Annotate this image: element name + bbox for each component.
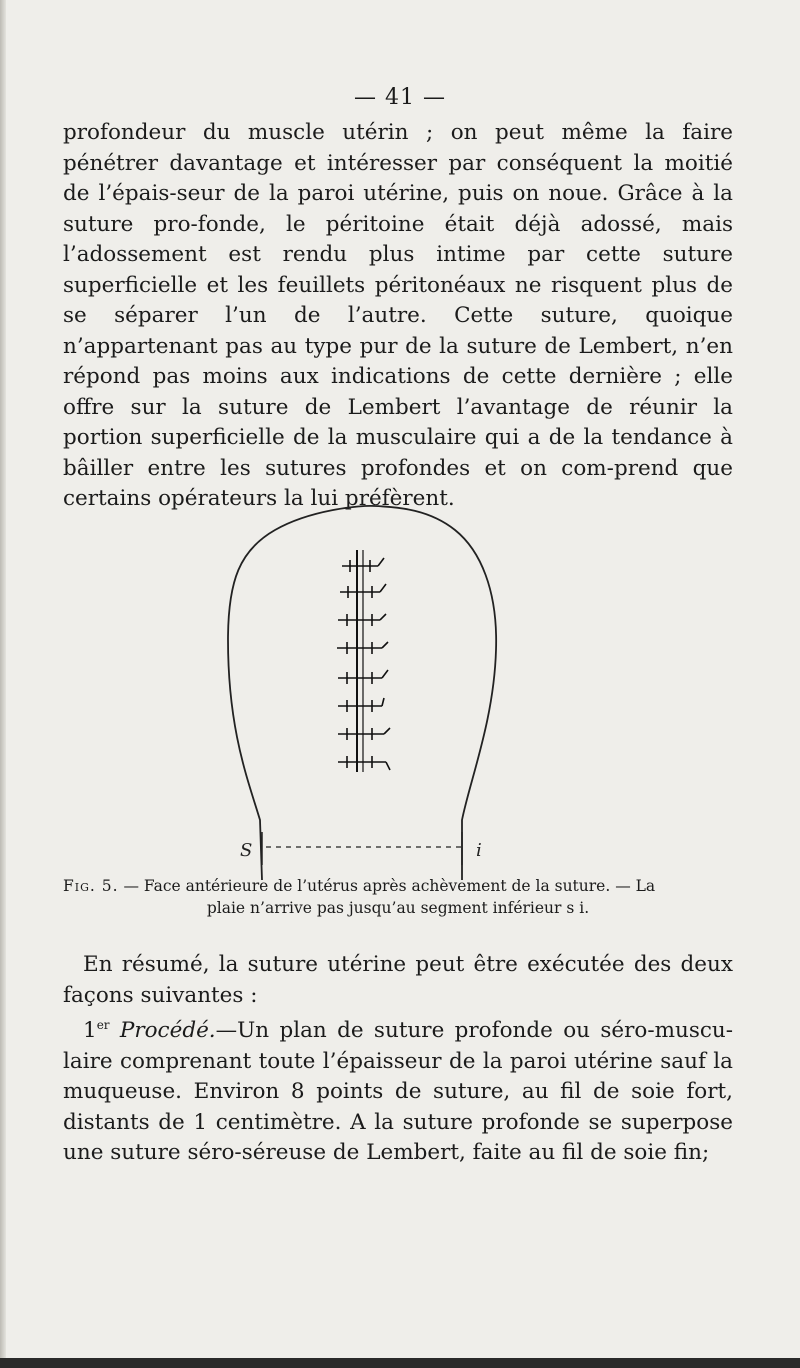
procedure-title: Procédé. [109, 1018, 216, 1044]
procedure-ordinal-sup: er [96, 1018, 110, 1032]
page-number: — 41 — [354, 85, 446, 110]
uterus-outline [228, 506, 496, 880]
procedure-ordinal: 1 [83, 1018, 97, 1044]
suture-6 [338, 698, 384, 712]
bottom-border [0, 1358, 800, 1368]
figure-caption-text: — Face antérieure de l’utérus après achèvement de la suture. — La [118, 877, 656, 895]
suture-8 [338, 756, 390, 770]
page-edge-shadow [0, 0, 6, 1368]
procedure-text: —Un plan de suture profonde ou séro-muscu-laire comprenant toute l’épaisseur de la paroi utérine sauf la muqueuse. Environ 8 points de suture, au fil de soie fort, distants de 1 centimètre. A la suture profonde se superpose une suture séro-séreuse de Lembert, faite au fil de soie fin; [63, 1018, 734, 1166]
uterus-suture-figure [200, 480, 540, 880]
label-i: i [476, 840, 482, 861]
uterus-diagram [200, 480, 540, 880]
paragraph-3 [63, 1010, 733, 1169]
suture-3 [338, 614, 386, 626]
figure-caption [63, 875, 733, 919]
figure-caption-line-2: plaie n’arrive pas jusqu’au segment inférieur s i. [206, 899, 590, 917]
suture-7 [338, 728, 390, 740]
label-s: S [240, 840, 253, 861]
paragraph-1: profondeur du muscle utérin ; on peut même la faire pénétrer davantage et intéresser par conséquent la moitié de l’épais-seur de la paroi utérine, puis on noue. Grâce à la suture pro-fonde, le péritoine était déjà adossé, mais l’adossement est rendu plus intime par cette suture superficielle et les feuillets péritonéaux ne risquent plus de se séparer l’un de l’autre. Cette suture, quoique n’appartenant pas au type pur de la suture de Lembert, n’en répond pas moins aux indications de cette dernière ; elle offre sur la suture de Lembert l’avantage de réunir la portion superficielle de la musculaire qui a de la tendance à bâiller entre les sutures profondes et on com-prend que certains opérateurs la lui préfèrent. [63, 120, 733, 511]
paragraph-2: En résumé, la suture utérine peut être exécutée des deux façons suivantes : [63, 952, 733, 1008]
figure-caption-label: Fig. 5. [63, 877, 119, 895]
